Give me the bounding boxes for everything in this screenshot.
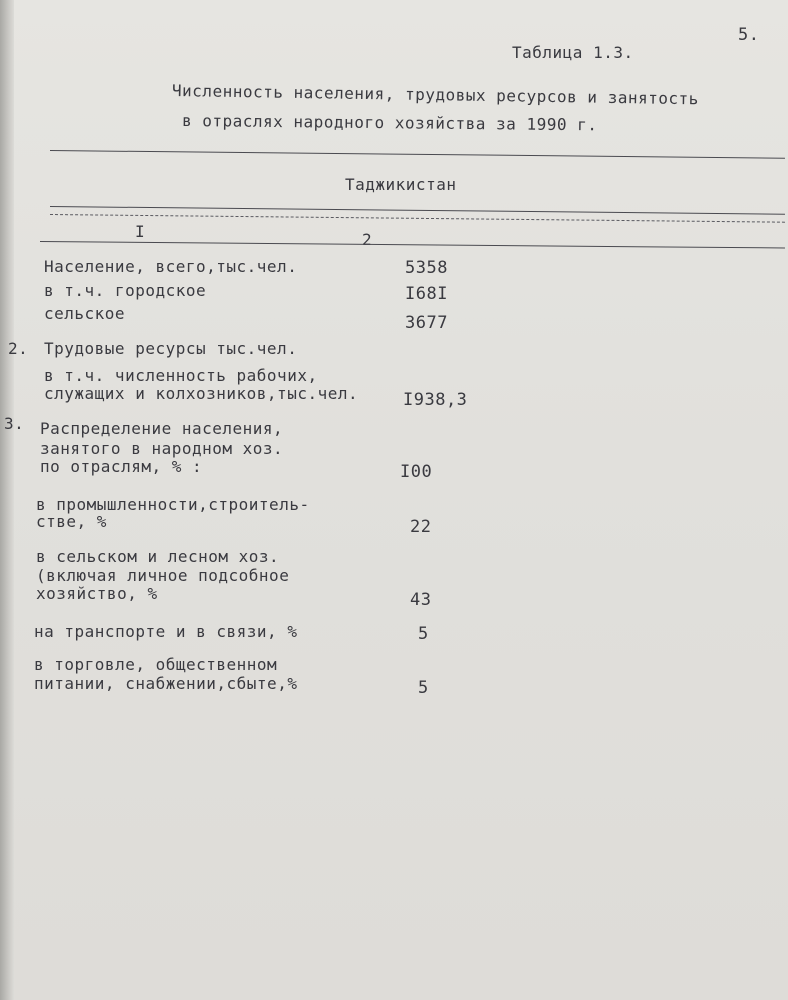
row-label: в сельском и лесном хоз. (36, 547, 280, 566)
row-label: по отраслям, % : (40, 457, 203, 476)
row-value: 5 (418, 678, 429, 698)
row-number: 3. (4, 414, 25, 433)
row-label: Население, всего,тыс.чел. (44, 257, 298, 276)
row-label: Трудовые ресурсы тыс.чел. (44, 339, 298, 358)
row-label: стве, % (36, 512, 107, 531)
row-value: 3677 (405, 313, 448, 333)
row-label: в торговле, общественном (34, 655, 278, 674)
page-left-edge (0, 0, 14, 1000)
row-label: (включая личное подсобное (36, 566, 290, 585)
row-label: хозяйство, % (36, 584, 158, 603)
table-title-line-1: Численность населения, трудовых ресурсов и занятость (171, 81, 699, 109)
page-number: 5. (738, 25, 760, 45)
table-title-line-2: в отраслях народного хозяйства за 1990 г. (181, 111, 598, 135)
row-value: I938,3 (403, 390, 468, 410)
row-value: 5358 (405, 258, 448, 278)
row-label: питании, снабжении,сбыте,% (34, 674, 298, 693)
row-value: I68I (405, 284, 448, 304)
row-label: занятого в народном хоз. (40, 439, 284, 458)
row-label: сельское (44, 304, 126, 323)
row-label: на транспорте и в связи, % (34, 622, 298, 641)
row-label: в т.ч. городское (44, 281, 207, 300)
row-label: в т.ч. численность рабочих, (44, 366, 318, 385)
row-value: 22 (410, 517, 432, 537)
column-number-2: 2 (362, 230, 373, 249)
row-number: 2. (8, 339, 29, 358)
column-number-1: I (135, 222, 146, 241)
row-value: 5 (418, 624, 429, 644)
column-header-region: Таджикистан (345, 175, 457, 194)
table-label: Таблица 1.3. (512, 43, 634, 62)
row-label: в промышленности,строитель- (36, 495, 310, 514)
row-label: Распределение населения, (40, 419, 284, 438)
row-label: служащих и колхозников,тыс.чел. (44, 384, 359, 403)
row-value: I00 (400, 462, 433, 482)
row-value: 43 (410, 590, 432, 610)
